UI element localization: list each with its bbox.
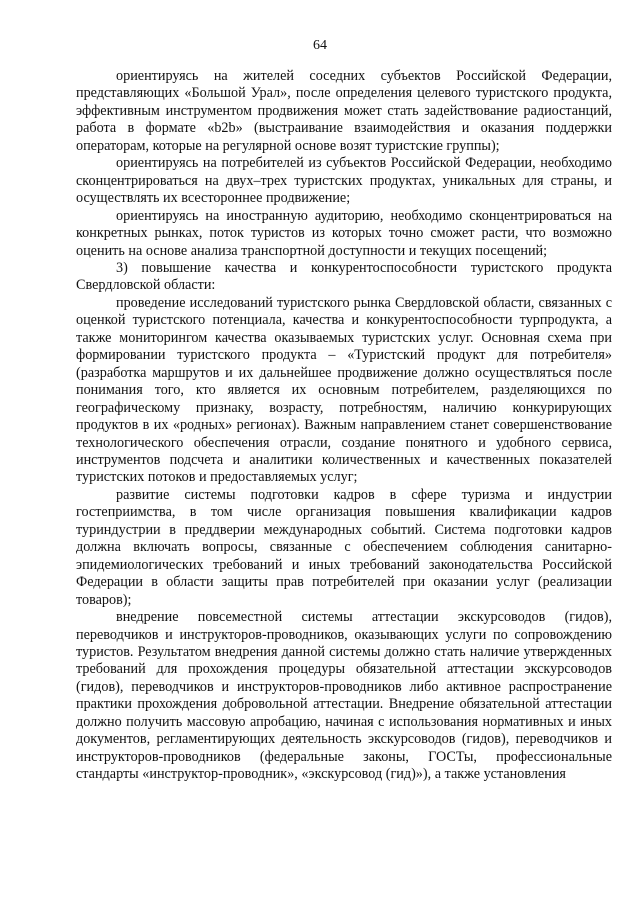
page-number: 64 bbox=[313, 38, 327, 53]
paragraph-quality-heading: 3) повышение качества и конкурентоспособности туристского продукта Свердловской области: bbox=[76, 259, 612, 294]
paragraph-foreign-audience: ориентируясь на иностранную аудиторию, необходимо сконцентрироваться на конкретных рынках, поток туристов из которых точно сможет расти, что возможно оценить на основе анализа транспортной доступности и текущих посещений; bbox=[76, 207, 612, 259]
paragraph-staff-training: развитие системы подготовки кадров в сфере туризма и индустрии гостеприимства, в том числе организация повышения квалификации кадров туриндустрии в преддверии международных событий. Система подготовки кадров должна включать вопросы, связанные с обеспечением соблюдения санитарно-эпидемиологических требований и иных требований законодательства Российской Федерации в области защиты прав потребителей при оказании услуг (реализации товаров); bbox=[76, 486, 612, 608]
body-text bbox=[76, 68, 612, 784]
paragraph-russian-regions: ориентируясь на потребителей из субъектов Российской Федерации, необходимо сконцентрироваться на двух–трех туристских продуктах, уникальных для страны, и осуществлять их всестороннее продвижение; bbox=[76, 155, 612, 207]
paragraph-market-research: проведение исследований туристского рынка Свердловской области, связанных с оценкой туристского потенциала, качества и конкурентоспособности турпродукта, а также мониторингом качества оказываемых туристских услуг. Основная схема при формировании туристского продукта – «Туристский продукт для потребителя» (разработка маршрутов и их дальнейшее продвижение должно осуществляться после понимания того, кто является их основным потребителем, разделяющихся по географическому признаку, возрасту, потребностям, наличию конкурирующих продуктов в их «родных» регионах). Важным направлением станет совершенствование технологического обеспечения отрасли, создание понятного и удобного сервиса, инструментов подсчета и аналитики количественных и качественных показателей туристских потоков и предоставляемых услуг; bbox=[76, 294, 612, 486]
paragraph-neighbor-regions: ориентируясь на жителей соседних субъектов Российской Федерации, представляющих «Большой Урал», после определения целевого туристского продукта, эффективным инструментом продвижения может стать задействование радиостанций, работа в формате «b2b» (выстраивание взаимодействия и оказания поддержки операторам, которые на регулярной основе возят туристские группы); bbox=[76, 68, 612, 154]
paragraph-guide-attestation: внедрение повсеместной системы аттестации экскурсоводов (гидов), переводчиков и инструкторов-проводников, оказывающих услуги по сопровождению туристов. Результатом внедрения данной системы должно стать наличие утвержденных требований для прохождения процедуры обязательной аттестации экскурсоводов (гидов), переводчиков и инструкторов-проводников либо активное распространение практики прохождения добровольной аттестации. Внедрение обязательной аттестации должно получить массовую апробацию, начиная с использования нормативных и иных документов, регламентирующих деятельность экскурсоводов (гидов), переводчиков и инструкторов-проводников (федеральные законы, ГОСТы, профессиональные стандарты «инструктор-проводник», «экскурсовод (гид)»), а также установления bbox=[76, 609, 612, 783]
